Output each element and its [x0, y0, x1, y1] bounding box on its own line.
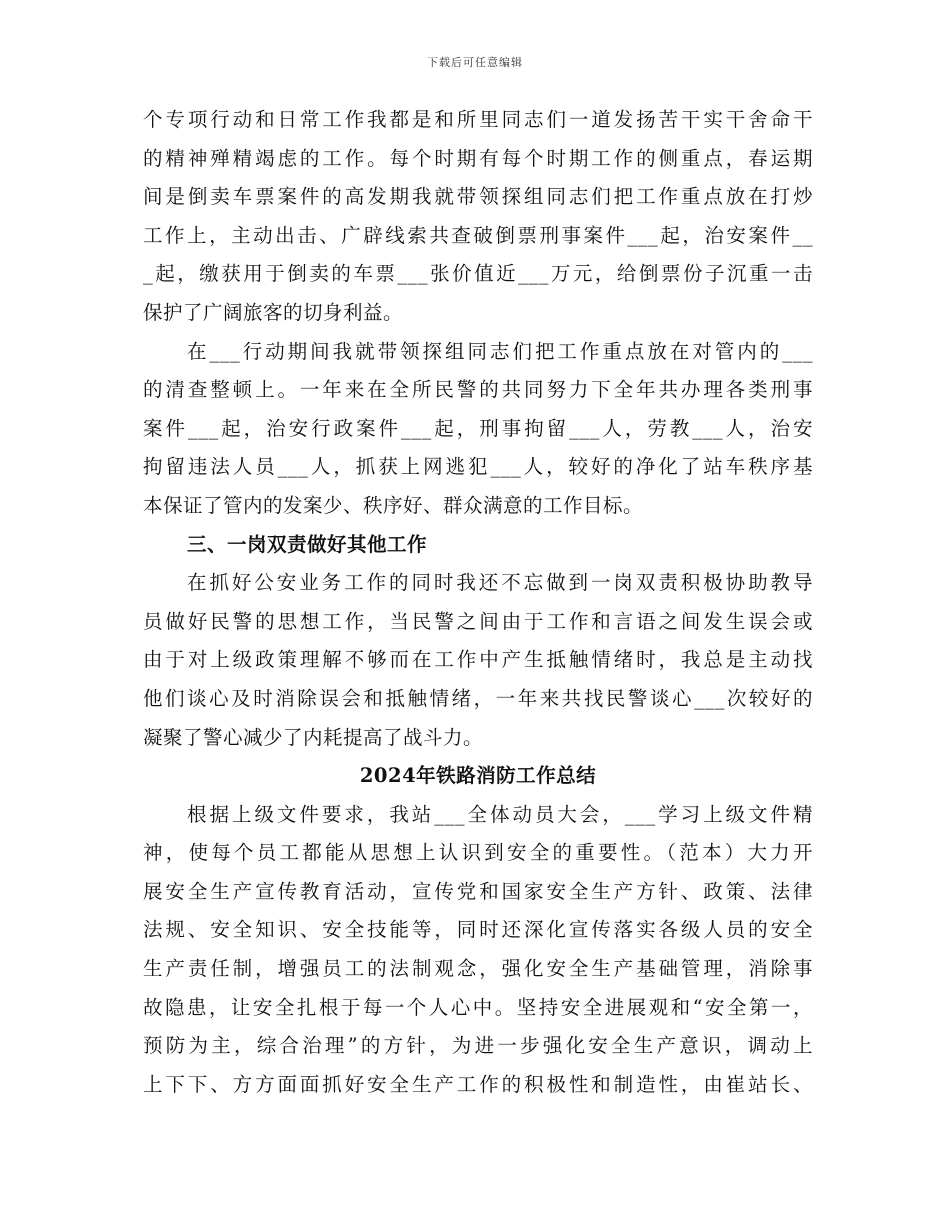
text-line: 间是倒卖车票案件的高发期我就带领探组同志们把工作重点放在打炒 [143, 185, 813, 209]
text-line: 神，使每个员工都能从思想上认识到安全的重要性。（范本）大力开 [143, 841, 813, 865]
paragraph-4 [143, 796, 813, 1105]
paragraph-1 [143, 101, 813, 333]
paragraph-3 [143, 564, 813, 757]
text-line: 的清查整顿上。一年来在全所民警的共同努力下全年共办理各类刑事 [143, 378, 813, 402]
text-line: 凝聚了警心减少了内耗提高了战斗力。 [143, 725, 484, 749]
text-line: 由于对上级政策理解不够而在工作中产生抵触情绪时，我总是主动找 [143, 648, 813, 672]
text-line: 本保证了管内的发案少、秩序好、群众满意的工作目标。 [143, 493, 644, 517]
text-line: 上下下、方方面面抓好安全生产工作的积极性和制造性，由崔站长、 [143, 1072, 813, 1096]
page-header: 下载后可任意编辑 [427, 56, 523, 69]
text-line: 拘留违法人员___人，抓获上网逃犯___人，较好的净化了站车秩序基 [143, 455, 813, 479]
text-line: 生产责任制，增强员工的法制观念，强化安全生产基础管理，消除事 [143, 957, 813, 981]
text-line: 在抓好公安业务工作的同时我还不忘做到一岗双责积极协助教导 [187, 571, 813, 595]
text-line: 展安全生产宣传教育活动，宣传党和国家安全生产方针、政策、法律 [143, 879, 813, 903]
text-line: 保护了广阔旅客的切身利益。 [143, 300, 404, 324]
text-line: 案件___起，治安行政案件___起，刑事拘留___人，劳教___人，治安 [143, 416, 813, 440]
text-line: 工作上，主动出击、广辟线索共查破倒票刑事案件___起，治安案件__ [143, 223, 813, 247]
text-line: 的精神殚精竭虑的工作。每个时期有每个时期工作的侧重点，春运期 [143, 146, 813, 170]
text-line: 法规、安全知识、安全技能等，同时还深化宣传落实各级人员的安全 [143, 918, 813, 942]
text-line: 在___行动期间我就带领探组同志们把工作重点放在对管内的___ [187, 339, 813, 363]
text-line: 根据上级文件要求，我站___全体动员大会，___学习上级文件精 [187, 802, 813, 826]
text-line: 个专项行动和日常工作我都是和所里同志们一道发扬苦干实干舍命干 [143, 108, 813, 131]
document-body [143, 101, 813, 1104]
text-line: 他们谈心及时消除误会和抵触情绪，一年来共找民警谈心___次较好的 [143, 686, 813, 710]
text-line: 预防为主，综合治理”的方针，为进一步强化安全生产意识，调动上 [143, 1034, 813, 1058]
text-line: 员做好民警的思想工作，当民警之间由于工作和言语之间发生误会或 [143, 609, 813, 633]
paragraph-2 [143, 333, 813, 526]
text-line: _起，缴获用于倒卖的车票___张价值近___万元，给倒票份子沉重一击 [143, 262, 813, 286]
text-line: 故隐患，让安全扎根于每一个人心中。坚持安全进展观和“安全第一， [143, 995, 813, 1019]
section-heading: 三、一岗双责做好其他工作 [187, 532, 428, 556]
document-title: 2024年铁路消防工作总结 [359, 764, 597, 788]
